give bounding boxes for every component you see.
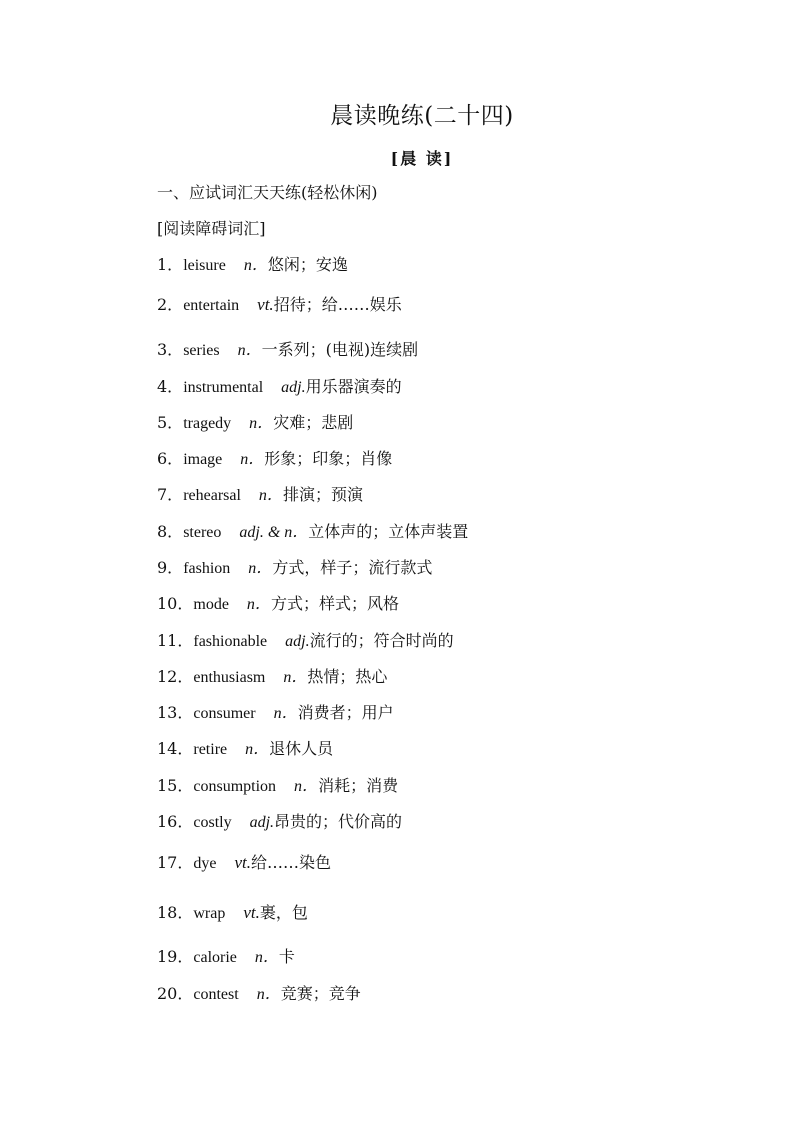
- block-label: [阅读障碍词汇]: [157, 219, 266, 238]
- vocab-word: tragedy: [183, 415, 232, 432]
- vocab-definition: 卡: [278, 947, 295, 966]
- vocab-number: 13．: [157, 703, 194, 722]
- vocab-word: rehearsal: [183, 487, 241, 504]
- vocab-pos: adj. & n．: [239, 524, 309, 541]
- vocab-number: 20．: [157, 984, 194, 1003]
- vocab-item: [157, 294, 402, 317]
- vocab-item: [157, 811, 402, 834]
- vocab-item: [157, 376, 402, 399]
- vocab-definition: 方式；样式；风格: [270, 594, 399, 613]
- vocab-number: 18．: [157, 903, 194, 922]
- vocab-item: [157, 666, 387, 689]
- vocab-number: 2．: [157, 295, 184, 314]
- vocab-definition: 昂贵的；代价高的: [274, 812, 403, 831]
- vocab-pos: n．: [258, 487, 283, 504]
- vocab-number: 17．: [157, 853, 194, 872]
- vocab-pos: n．: [246, 596, 271, 613]
- vocab-number: 10．: [157, 594, 194, 613]
- vocab-pos: n．: [283, 669, 308, 686]
- vocab-item: [157, 946, 295, 969]
- vocab-item: [157, 702, 394, 725]
- vocab-number: 14．: [157, 739, 194, 758]
- vocab-number: 8．: [157, 522, 184, 541]
- vocab-pos: n．: [256, 986, 281, 1003]
- vocab-item: [157, 448, 392, 471]
- section-subheading: [晨 读]: [390, 149, 454, 168]
- vocab-definition: 用乐器演奏的: [305, 377, 402, 396]
- vocab-definition: 灾难；悲剧: [273, 413, 354, 432]
- vocab-definition: 方式，样子；流行款式: [272, 558, 433, 577]
- vocab-definition: 热情；热心: [307, 667, 388, 686]
- vocab-word: dye: [193, 855, 217, 872]
- vocab-item: [157, 902, 308, 925]
- vocab-word: image: [183, 451, 223, 468]
- vocab-number: 7．: [157, 485, 184, 504]
- vocab-number: 3．: [157, 340, 184, 359]
- vocab-definition: 流行的；符合时尚的: [309, 631, 454, 650]
- vocab-number: 19．: [157, 947, 194, 966]
- vocab-definition: 竞赛；竞争: [280, 984, 361, 1003]
- vocab-pos: adj.: [285, 633, 310, 650]
- vocab-item: [157, 557, 432, 580]
- vocab-number: 12．: [157, 667, 194, 686]
- vocab-item: [157, 775, 398, 798]
- vocab-item: [157, 852, 331, 875]
- vocab-definition: 形象；印象；肖像: [264, 449, 393, 468]
- vocab-pos: adj.: [281, 379, 306, 396]
- vocab-word: contest: [193, 986, 239, 1003]
- vocab-pos: n．: [240, 451, 265, 468]
- vocab-word: retire: [193, 741, 228, 758]
- vocab-definition: 一系列；(电视)连续剧: [261, 340, 419, 359]
- vocab-word: fashion: [183, 560, 231, 577]
- vocab-word: series: [183, 342, 220, 359]
- vocab-number: 5．: [157, 413, 184, 432]
- vocab-item: [157, 983, 361, 1006]
- vocab-pos: n．: [245, 741, 270, 758]
- vocab-word: mode: [193, 596, 229, 613]
- vocab-word: wrap: [193, 905, 226, 922]
- section-heading: 一、应试词汇天天练(轻松休闲): [157, 183, 378, 202]
- vocab-definition: 退休人员: [269, 739, 334, 758]
- vocab-item: [157, 521, 468, 544]
- vocab-pos: n．: [237, 342, 262, 359]
- vocab-pos: n．: [249, 415, 274, 432]
- vocab-item: [157, 412, 353, 435]
- vocab-word: enthusiasm: [193, 669, 266, 686]
- vocab-pos: n．: [254, 949, 279, 966]
- vocab-word: entertain: [183, 297, 240, 314]
- vocab-item: [157, 630, 454, 653]
- vocab-word: instrumental: [183, 379, 264, 396]
- vocab-item: [157, 484, 363, 507]
- vocab-definition: 裹，包: [259, 903, 308, 922]
- vocab-number: 15．: [157, 776, 194, 795]
- vocab-pos: n．: [294, 778, 319, 795]
- vocab-item: [157, 339, 418, 362]
- vocab-pos: vt.: [257, 295, 274, 314]
- vocab-definition: 消费者；用户: [297, 703, 394, 722]
- vocab-pos: n．: [243, 257, 268, 274]
- vocab-definition: 悠闲；安逸: [267, 255, 348, 274]
- vocab-pos: adj.: [249, 814, 275, 831]
- vocab-number: 11．: [157, 631, 194, 650]
- vocab-pos: vt.: [234, 853, 252, 872]
- vocab-definition: 消耗；消费: [318, 776, 399, 795]
- vocab-word: calorie: [193, 949, 237, 966]
- vocab-word: costly: [193, 814, 232, 831]
- vocab-item: [157, 593, 399, 616]
- vocab-word: stereo: [183, 524, 222, 541]
- vocab-pos: vt.: [243, 903, 260, 922]
- vocab-definition: 立体声的；立体声装置: [308, 522, 469, 541]
- vocab-pos: n．: [248, 560, 273, 577]
- vocab-number: 16．: [157, 812, 194, 831]
- vocab-definition: 给……染色: [251, 853, 332, 872]
- vocab-word: consumption: [193, 778, 277, 795]
- vocab-definition: 招待；给……娱乐: [273, 295, 402, 314]
- vocab-item: [157, 738, 333, 761]
- vocab-number: 9．: [157, 558, 184, 577]
- vocab-definition: 排演；预演: [282, 485, 363, 504]
- vocab-number: 1．: [157, 255, 184, 274]
- vocab-word: consumer: [193, 705, 256, 722]
- vocab-pos: n．: [273, 705, 298, 722]
- page-title: 晨读晚练(二十四): [330, 103, 514, 129]
- vocab-word: fashionable: [193, 633, 268, 650]
- vocab-number: 4．: [157, 377, 184, 396]
- vocab-number: 6．: [157, 449, 184, 468]
- vocab-word: leisure: [183, 257, 226, 274]
- vocab-item: [157, 254, 348, 277]
